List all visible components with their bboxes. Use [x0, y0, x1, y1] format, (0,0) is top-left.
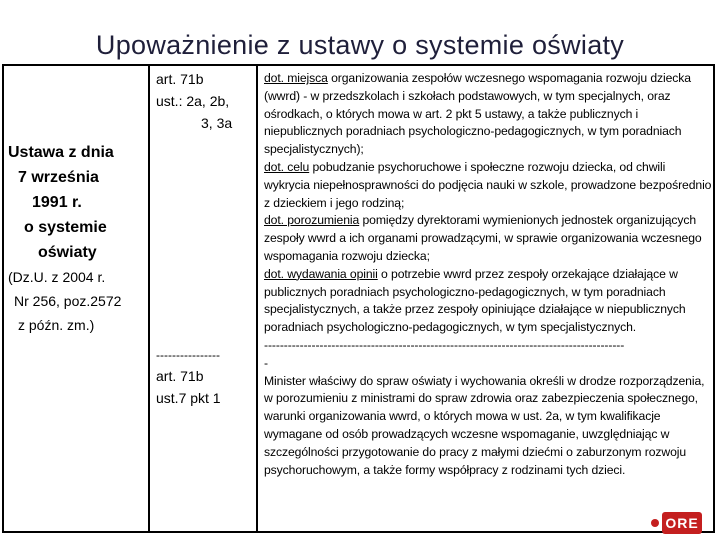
article-reference-column-lower — [156, 345, 252, 409]
article-reference-column — [156, 68, 252, 134]
act-name-line: Ustawa z dnia — [8, 144, 114, 161]
logo-dot-icon — [651, 519, 659, 527]
provision-paragraph — [264, 70, 714, 159]
provision-label: dot. miejsca — [264, 71, 328, 85]
separator-line: ------------------------------------------------------------------------------------------- — [264, 337, 625, 352]
column-divider — [148, 64, 150, 533]
provision-label: dot. porozumienia — [264, 213, 360, 228]
publication-line: Nr 256, poz.2572 — [14, 293, 122, 309]
article-reference: 3, 3a — [201, 115, 233, 131]
logo-text: ORE — [662, 512, 702, 534]
provision-paragraph: Minister właściwy do spraw oświaty i wychowania określi w drodze rozporządzenia, w porozumieniu z ministrami do spraw zdrowia oraz zabezpieczenia społecznego, warunki organizowania wwrd, o których mowa w ust. 2a, w tym kwalifikacje wymagane od osób prowadzących wczesne wspomaganie, uwzględniając w szczególności przygotowanie do pracy z małymi dziećmi o zaburzonym rozwoju psychoruchowym, a także formy współpracy z rodzinami tych dzieci. — [264, 373, 705, 477]
act-name-column — [8, 140, 146, 337]
ore-logo — [651, 512, 702, 534]
article-reference: art. 71b — [156, 368, 204, 384]
provision-paragraph — [264, 212, 714, 265]
provision-text: pomiędzy dyrektorami wymienionych jednostek organizujących zespoły wwrd a ich organami prowadzącymi, w sprawie organizowania wczesnego wspomagania rozwoju dziecka; — [264, 213, 702, 263]
publication-line: (Dz.U. z 2004 r. — [8, 269, 106, 285]
act-name-line: oświaty — [38, 244, 97, 261]
provision-label: dot. wydawania opinii — [264, 266, 378, 281]
page-title: Upoważnienie z ustawy o systemie oświaty — [95, 30, 625, 60]
provision-paragraph — [264, 266, 714, 337]
publication-line: z późn. zm.) — [18, 317, 95, 333]
separator-line: ---------------- — [156, 348, 220, 362]
provision-paragraph — [264, 159, 714, 212]
provision-text: o potrzebie wwrd przez zespoły orzekające działające w publicznych poradniach psychologiczno-pedagogicznych, w tym poradniach specjalistycznych, a także przez zespoły opiniujące działające w niepublicznych poradniach psychologiczno-pedagogicznych, w tym specjalistycznych. — [264, 266, 686, 335]
article-reference: ust.7 pkt 1 — [156, 390, 221, 406]
article-reference: art. 71b — [156, 71, 204, 87]
act-name-line: 7 września — [18, 169, 99, 186]
act-name-line: o systemie — [24, 219, 107, 236]
article-reference: ust.: 2a, 2b, — [156, 93, 230, 109]
provision-text: organizowania zespołów wczesnego wspomagania rozwoju dziecka (wwrd) - w przedszkolach i szkołach podstawowych, w tym specjalnych, oraz ośrodkach, o których mowa w art. 2 pkt 5 ustawy, a także publicznych i niepublicznych poradniach psychologiczno-pedagogicznych, w tym poradniach specjalistycznych); — [264, 71, 691, 157]
provision-text-column — [264, 70, 714, 479]
column-divider — [256, 64, 258, 533]
provision-text: pobudzanie psychoruchowe i społeczne rozwoju dziecka, od chwili wykrycia niepełnosprawności do podjęcia nauki w szkole, prowadzone bezpośrednio z dzieckiem i jego rodziną; — [264, 159, 712, 210]
provision-label: dot. celu — [264, 159, 310, 174]
separator-tail: - — [264, 355, 268, 370]
act-name-line: 1991 r. — [32, 194, 82, 211]
